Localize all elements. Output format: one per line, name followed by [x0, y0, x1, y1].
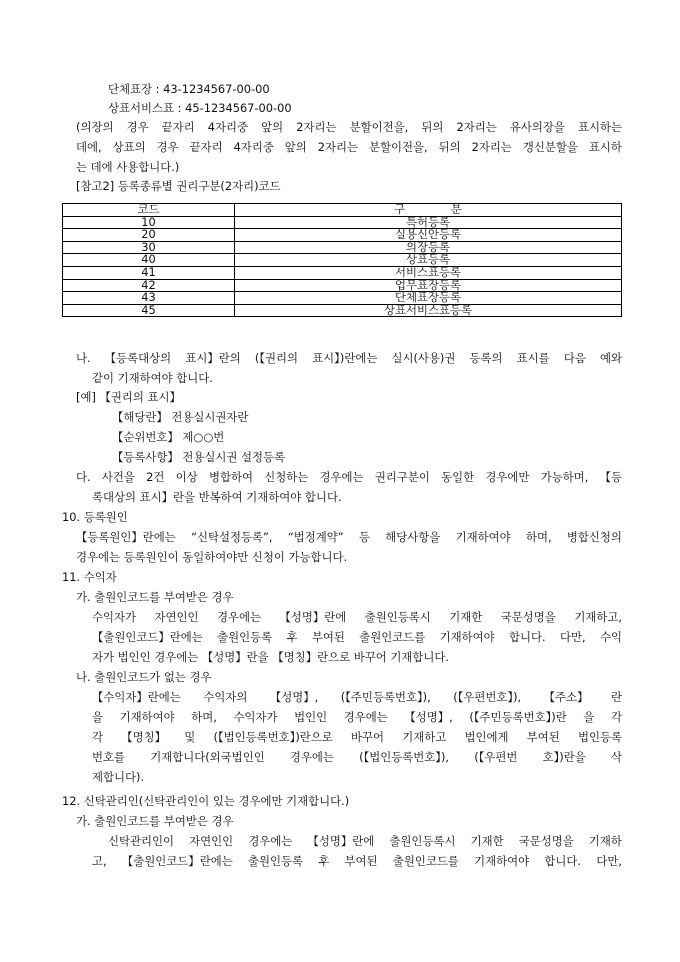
table-cell-code: 10 — [63, 216, 235, 229]
table-cell-name: 상표등록 — [235, 254, 622, 267]
subheading-ga: 가. 출원인코드를 부여받은 경우 — [76, 590, 234, 604]
section-11-line: 【수익자】란에는 수익자의 【성명】, (【주민등록번호】), (【우편번호】), 【주소】 란 — [92, 690, 622, 704]
table-cell-code: 42 — [63, 279, 235, 292]
table-cell-name: 업무표장등록 — [235, 279, 622, 292]
code-example-trademark-service: 상표서비스표 : 45-1234567-00-00 — [108, 101, 292, 115]
table-cell-name: 실용신안등록 — [235, 229, 622, 242]
section-11-line: 수익자가 자연인인 경우에는 【성명】란에 출원인등록시 기재한 국문성명을 기재하고, — [92, 610, 622, 624]
table-cell-code: 45 — [63, 304, 235, 317]
item-na-line: 나. 【등록대상의 표시】란의 (【권리의 표시】)란에는 실시(사용)권 등록의 표시를 다음 예와 — [76, 351, 622, 365]
table-cell-code: 40 — [63, 254, 235, 267]
section-heading-12: 12. 신탁관리인(신탁관리인이 있는 경우에만 기재합니다.) — [62, 794, 350, 808]
table-cell-name: 특허등록 — [235, 216, 622, 229]
example-line: 【순위번호】 제○○번 — [112, 430, 225, 444]
subheading-na: 나. 출원인코드가 없는 경우 — [76, 670, 212, 684]
table-cell-name: 의장등록 — [235, 241, 622, 254]
section-heading-10: 10. 등록원인 — [62, 510, 128, 524]
section-11-line: 【출원인코드】란에는 출원인등록 후 부여된 출원인코드를 기재하여야 합니다. 다만, 수익 — [92, 630, 622, 644]
reference-table-caption: [참고2] 등록종류별 권리구분(2자리)코드 — [76, 179, 281, 193]
item-da-line: 다. 사건을 2건 이상 병합하여 신청하는 경우에는 권리구분이 동일한 경우에만 가능하며, 【등 — [76, 470, 622, 484]
item-da-line: 록대상의 표시】란을 반복하여 기재하여야 합니다. — [92, 490, 342, 504]
table-cell-name: 서비스표등록 — [235, 266, 622, 279]
section-12-line: 신탁관리인이 자연인인 경우에는 【성명】란에 출원인등록시 기재한 국문성명을 기재하 — [108, 834, 622, 848]
example-heading: [예] 【권리의 표시】 — [76, 390, 181, 404]
table-cell-code: 30 — [63, 241, 235, 254]
table-row — [63, 304, 622, 317]
section-11-line: 자가 법인인 경우에는 【성명】란을 【명칭】란으로 바꾸어 기재합니다. — [92, 650, 449, 664]
section-heading-11: 11. 수익자 — [62, 570, 117, 584]
item-na-line: 같이 기재하여야 합니다. — [92, 371, 213, 385]
section-10-line: 【등록원인】란에는 “신탁설정등록”, “법정계약” 등 해당사항을 기재하여야 하며, 병합신청의 — [76, 530, 622, 544]
note-paragraph-line: 는 데에 사용합니다.) — [76, 160, 180, 174]
section-10-line: 경우에는 등록원인이 동일하여야만 신청이 가능합니다. — [76, 550, 348, 564]
table-cell-code: 20 — [63, 229, 235, 242]
table-cell-code: 43 — [63, 292, 235, 305]
section-11-line: 각 【명칭】 및 (【법인등록번호】)란으로 바꾸어 기재하고 법인에게 부여된 법인등록 — [92, 730, 622, 744]
table-header-code: 코드 — [63, 204, 235, 217]
section-11-line: 을 기재하여야 하며, 수익자가 법인인 경우에는 【성명】, (【주민등록번호】)란 을 각 — [92, 710, 622, 724]
subheading-ga: 가. 출원인코드를 부여받은 경우 — [76, 814, 234, 828]
rights-code-table — [62, 203, 622, 317]
section-11-line: 제합니다). — [92, 770, 145, 784]
table-cell-code: 41 — [63, 266, 235, 279]
table-cell-name: 단체표장등록 — [235, 292, 622, 305]
note-paragraph-line: 데에, 상표의 경우 끝자리 4자리중 앞의 2자리는 분할이전을, 뒤의 2자리는 갱신분할을 표시하 — [76, 140, 622, 154]
table-cell-name: 상표서비스표등록 — [235, 304, 622, 317]
section-12-line: 고, 【출원인코드】란에는 출원인등록 후 부여된 출원인코드를 기재하여야 합니다. 다만, — [92, 854, 622, 868]
note-paragraph-line: (의장의 경우 끝자리 4자리중 앞의 2자리는 분할이전을, 뒤의 2자리는 유사의장을 표시하는 — [76, 120, 622, 134]
section-11-line: 번호를 기재합니다(외국법인인 경우에는 (【법인등록번호】), (【우편번 호】)란을 삭 — [92, 750, 622, 764]
example-line: 【등록사항】 전용실시권 설정등록 — [112, 450, 286, 464]
table-header-division-text: 구 분 — [394, 202, 462, 216]
example-line: 【해당란】 전용실시권자란 — [112, 410, 249, 424]
code-example-group-mark: 단체표장 : 43-1234567-00-00 — [108, 82, 270, 96]
